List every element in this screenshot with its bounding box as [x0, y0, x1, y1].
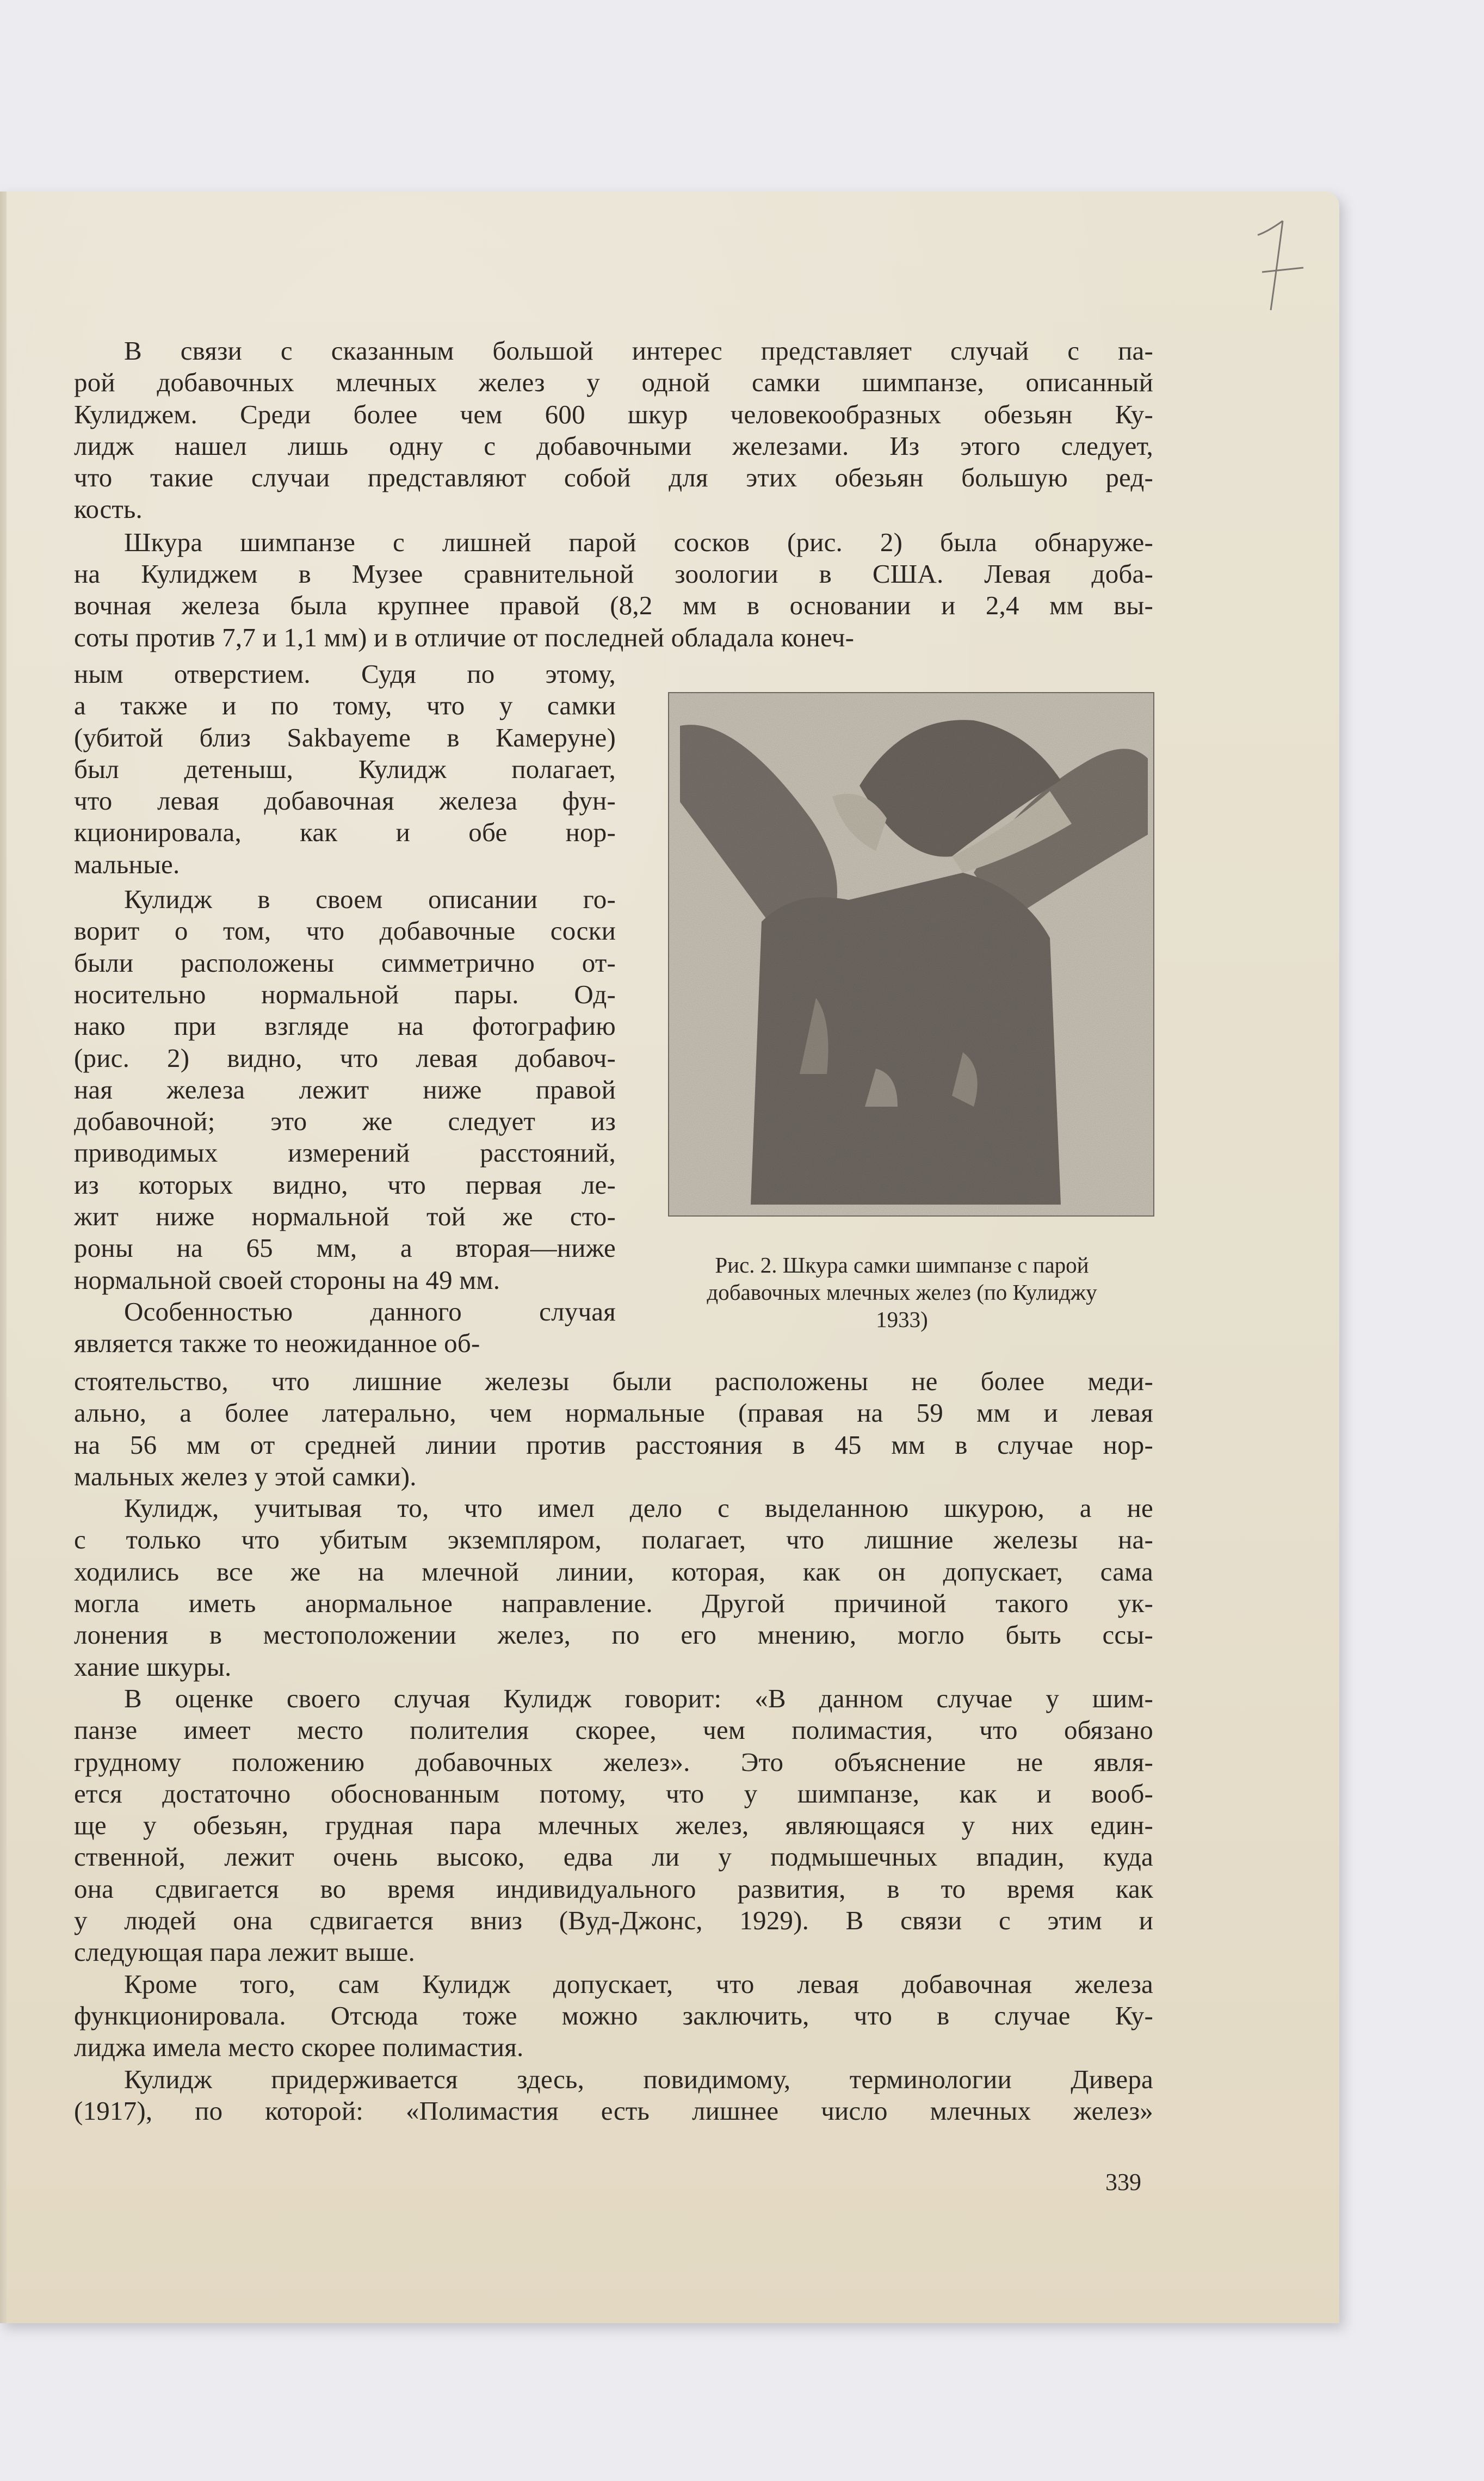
- text-line: Кулиджем. Среди более чем 600 шкур человекообразных обезьян Ку-: [74, 399, 1153, 429]
- text-block-top: [74, 335, 1153, 653]
- figure-caption: [646, 1251, 1158, 1333]
- text-line: функционировала. Отсюда тоже можно заключить, что в случае Ку-: [74, 2000, 1153, 2031]
- paragraph: [74, 884, 616, 1296]
- text-line: соты против 7,7 и 1,1 мм) и в отличие от последней обладала конеч-: [74, 622, 855, 652]
- text-line: ется достаточно обоснованным потому, что у шимпанзе, как и вооб-: [74, 1778, 1153, 1809]
- text-line: панзе имеет место полителия скорее, чем полимастия, что обязано: [74, 1715, 1153, 1745]
- text-line: носительно нормальной пары. Од-: [74, 979, 616, 1009]
- paragraph: [74, 1492, 1153, 1683]
- text-line: у людей она сдвигается вниз (Вуд-Джонс, 1929). В связи с этим и: [74, 1905, 1153, 1936]
- text-line: были расположены симметрично от-: [74, 947, 616, 978]
- text-line: ходились все же на млечной линии, которая, как он допускает, сама: [74, 1556, 1153, 1587]
- text-line: рой добавочных млечных желез у одной самки шимпанзе, описанный: [74, 367, 1153, 398]
- text-line: ально, а более латерально, чем нормальные (правая на 59 мм и левая: [74, 1398, 1153, 1428]
- text-line: вочная железа была крупнее правой (8,2 мм в основании и 2,4 мм вы-: [74, 590, 1153, 621]
- text-line: Особенностью данного случая: [124, 1296, 616, 1326]
- text-line: добавочной; это же следует из: [74, 1106, 616, 1137]
- text-line: а также и по тому, что у самки: [74, 690, 616, 721]
- paragraph: [74, 658, 616, 880]
- handwritten-folio-number: [1251, 218, 1306, 316]
- text-line: ная железа лежит ниже правой: [74, 1074, 616, 1104]
- text-line: В связи с сказанным большой интерес представляет случай с па-: [124, 336, 1153, 366]
- text-line: Кроме того, сам Кулидж допускает, что левая добавочная железа: [124, 1968, 1153, 1999]
- paragraph: [74, 1683, 1153, 1968]
- caption-line: Рис. 2. Шкура самки шимпанзе с парой: [715, 1252, 1089, 1277]
- text-line: нако при взгляде на фотографию: [74, 1011, 616, 1041]
- paragraph: [74, 527, 1153, 653]
- text-line: Кулидж в своем описании го-: [124, 884, 616, 915]
- text-line: кость.: [74, 494, 143, 524]
- text-line: она сдвигается во время индивидуального развития, в то время как: [74, 1873, 1153, 1904]
- text-line: из которых видно, что первая ле-: [74, 1169, 616, 1200]
- text-line: мальных желез у этой самки).: [74, 1461, 417, 1491]
- text-line: что левая добавочная железа фун-: [74, 786, 616, 816]
- text-line: лонения в местоположении желез, по его мнению, могло быть ссы-: [74, 1620, 1153, 1650]
- text-line: Шкура шимпанзе с лишней парой сосков (рис. 2) была обнаруже-: [124, 527, 1153, 557]
- text-line: следующая пара лежит выше.: [74, 1937, 416, 1967]
- text-line: стоятельство, что лишние железы были расположены не более меди-: [74, 1366, 1153, 1396]
- text-line: могла иметь анормальное направление. Другой причиной такого ук-: [74, 1588, 1153, 1619]
- paragraph: [74, 1968, 1153, 2064]
- caption-line: 1933): [876, 1307, 928, 1332]
- text-line: с только что убитым экземпляром, полагает, что лишние железы на-: [74, 1525, 1153, 1555]
- text-line: мальные.: [74, 849, 180, 879]
- text-line: что такие случаи представляют собой для этих обезьян большую ред-: [74, 462, 1153, 493]
- text-line: жит ниже нормальной той же сто-: [74, 1201, 616, 1232]
- text-line: нормальной своей стороны на 49 мм.: [74, 1264, 500, 1295]
- text-line: хание шкуры.: [74, 1651, 232, 1682]
- figure-photo: [668, 692, 1154, 1217]
- text-line: (рис. 2) видно, что левая добавоч-: [74, 1042, 616, 1073]
- paragraph: [74, 1366, 1153, 1492]
- text-line: ственной, лежит очень высоко, едва ли у подмышечных впадин, куда: [74, 1842, 1153, 1872]
- text-line: ным отверстием. Судя по этому,: [74, 659, 616, 689]
- text-line: Кулидж придерживается здесь, повидимому, терминологии Дивера: [124, 2064, 1153, 2094]
- text-line: на Кулиджем в Музее сравнительной зоологии в США. Левая доба-: [74, 559, 1153, 589]
- text-line: был детеныш, Кулидж полагает,: [74, 754, 616, 784]
- text-block-bottom: [74, 1366, 1153, 2127]
- chimpanzee-skin-photo: [669, 693, 1153, 1215]
- caption-line: добавочных млечных желез (по Кулиджу: [707, 1280, 1097, 1305]
- text-line: кционировала, как и обе нор-: [74, 817, 616, 848]
- text-line: Кулидж, учитывая то, что имел дело с выделанною шкурою, а не: [124, 1493, 1153, 1523]
- text-line: (убитой близ Sakbayeme в Камеруне): [74, 722, 616, 752]
- page-number: 339: [1105, 2169, 1141, 2195]
- text-line: на 56 мм от средней линии против расстояния в 45 мм в случае нор-: [74, 1429, 1153, 1460]
- text-line: ворит о том, что добавочные соски: [74, 916, 616, 946]
- text-line: лидж нашел лишь одну с добавочными железами. Из этого следует,: [74, 430, 1153, 461]
- paragraph: [74, 335, 1153, 526]
- page-binding-edge: [0, 192, 7, 2323]
- paragraph: [74, 1296, 616, 1360]
- text-line: является также то неожиданное об-: [74, 1328, 480, 1359]
- text-line: В оценке своего случая Кулидж говорит: «В данном случае у шим-: [124, 1683, 1153, 1713]
- text-line: ще у обезьян, грудная пара млечных желез, являющаяся у них един-: [74, 1810, 1153, 1841]
- text-block-side: [74, 658, 616, 1360]
- text-line: лиджа имела место скорее полимастия.: [74, 2032, 524, 2063]
- text-line: приводимых измерений расстояний,: [74, 1138, 616, 1168]
- paragraph: [74, 2064, 1153, 2127]
- text-line: (1917), по которой: «Полимастия есть лишнее число млечных желез»: [74, 2095, 1153, 2126]
- text-line: роны на 65 мм, а вторая—ниже: [74, 1233, 616, 1263]
- text-line: грудному положению добавочных желез». Это объяснение не явля-: [74, 1746, 1153, 1777]
